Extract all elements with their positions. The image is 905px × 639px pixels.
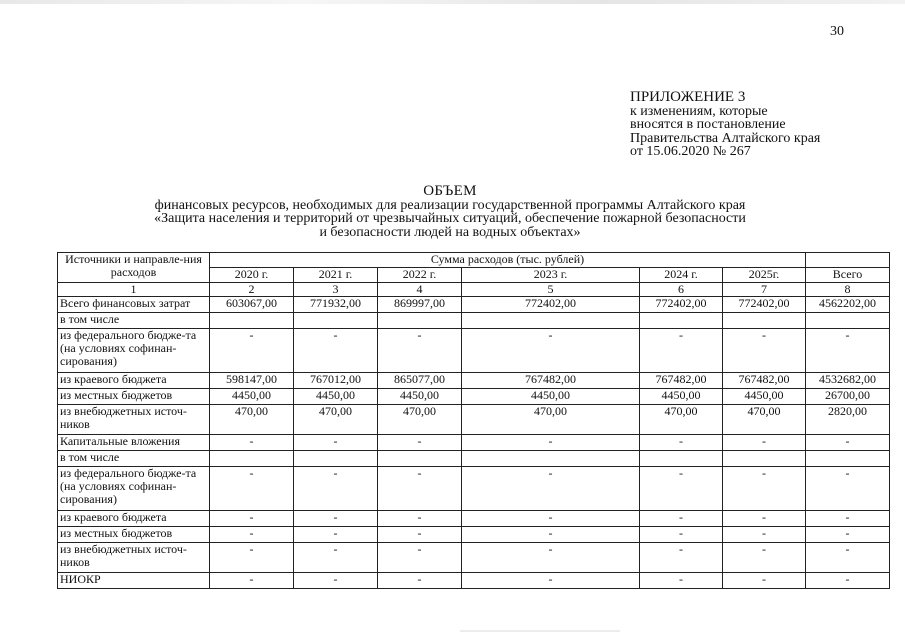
value-cell: 4450,00 [462,389,640,405]
row-label: из местных бюджетов [58,527,210,543]
year-header: 2022 г. [378,268,462,283]
column-number: 3 [294,283,378,297]
column-numbers-row [58,283,890,297]
value-cell: 2820,00 [806,405,890,435]
value-cell: - [294,435,378,451]
value-cell: - [210,467,294,511]
appendix-block [630,91,820,159]
value-cell: 4450,00 [378,389,462,405]
row-label: из краевого бюджета [58,373,210,389]
value-cell: - [723,527,806,543]
heading-line: финансовых ресурсов, необходимых для реализации государственной программы Алтайского края [154,197,746,213]
appendix-line: от 15.06.2020 № 267 [630,144,751,159]
value-cell: - [806,467,890,511]
row-label: НИОКР [58,573,210,589]
year-header: 2023 г. [462,268,640,283]
value-cell: 4562202,00 [806,297,890,313]
value-cell: 767482,00 [640,373,723,389]
year-header: 2025г. [723,268,806,283]
value-cell [294,451,378,467]
value-cell: 4450,00 [210,389,294,405]
value-cell: 767482,00 [723,373,806,389]
row-label: из федерального бюдже-та (на условиях софинан-сирования) [58,467,210,511]
value-cell: - [462,573,640,589]
value-cell: - [640,511,723,527]
value-cell: - [723,435,806,451]
value-cell: 772402,00 [723,297,806,313]
source-header: Источники и направле-ния расходов [58,253,210,283]
value-cell: - [210,435,294,451]
document-heading [60,185,840,239]
value-cell: - [723,329,806,373]
value-cell: 767482,00 [462,373,640,389]
value-cell: 767012,00 [294,373,378,389]
value-cell [462,451,640,467]
row-label: Капитальные вложения [58,435,210,451]
value-cell: - [294,329,378,373]
heading-line: и безопасности людей на водных объектах» [319,224,581,240]
value-cell: - [640,467,723,511]
row-label: из федерального бюдже-та (на условиях софинан-сирования) [58,329,210,373]
value-cell [378,313,462,329]
appendix-line: Правительства Алтайского края [630,130,821,146]
table-row [58,511,890,527]
appendix-line: вносятся в постановление [630,117,786,132]
page-number: 30 [830,24,844,39]
value-cell [640,313,723,329]
value-cell [723,451,806,467]
value-cell: - [462,511,640,527]
value-cell: - [462,467,640,511]
value-cell: - [378,467,462,511]
table-row [58,543,890,573]
column-number: 5 [462,283,640,297]
value-cell: 4450,00 [723,389,806,405]
value-cell: - [294,527,378,543]
value-cell: - [294,467,378,511]
value-cell: - [723,511,806,527]
value-cell: - [378,435,462,451]
scan-edge [460,630,620,632]
column-number: 8 [806,283,890,297]
column-number: 6 [640,283,723,297]
value-cell: - [294,511,378,527]
total-header: Всего [806,268,890,283]
table-row [58,389,890,405]
table-row [58,373,890,389]
value-cell: - [640,527,723,543]
value-cell: 603067,00 [210,297,294,313]
value-cell: 772402,00 [640,297,723,313]
column-number: 4 [378,283,462,297]
column-number: 7 [723,283,806,297]
column-number: 1 [58,283,210,297]
row-label: из краевого бюджета [58,511,210,527]
heading-title: ОБЪЕМ [423,183,477,199]
budget-table [57,252,890,589]
year-header: 2020 г. [210,268,294,283]
value-cell: 598147,00 [210,373,294,389]
value-cell: - [378,511,462,527]
value-cell: - [806,329,890,373]
value-cell: - [462,527,640,543]
column-number: 2 [210,283,294,297]
value-cell [806,451,890,467]
value-cell: - [723,573,806,589]
value-cell: - [806,527,890,543]
value-cell: - [378,573,462,589]
year-header: 2024 г. [640,268,723,283]
table-row [58,405,890,435]
value-cell [210,313,294,329]
value-cell: - [294,543,378,573]
table-row [58,527,890,543]
value-cell: 470,00 [210,405,294,435]
value-cell: - [640,435,723,451]
year-header: 2021 г. [294,268,378,283]
value-cell: - [640,329,723,373]
value-cell: 4450,00 [294,389,378,405]
value-cell: - [294,573,378,589]
value-cell: - [378,543,462,573]
value-cell: - [210,573,294,589]
value-cell: - [462,435,640,451]
header-empty-cell [806,253,890,268]
value-cell: - [723,467,806,511]
row-label: в том числе [58,313,210,329]
value-cell: 869997,00 [378,297,462,313]
value-cell: 865077,00 [378,373,462,389]
heading-line: «Защита населения и территорий от чрезвычайных ситуаций, обеспечение пожарной безопасности [154,211,746,226]
value-cell [806,313,890,329]
table-row [58,329,890,373]
value-cell [294,313,378,329]
value-cell [723,313,806,329]
value-cell: - [723,543,806,573]
table-row [58,313,890,329]
table-row [58,297,890,313]
value-cell: 772402,00 [462,297,640,313]
value-cell [462,313,640,329]
value-cell: 4532682,00 [806,373,890,389]
value-cell: - [640,573,723,589]
sum-header: Сумма расходов (тыс. рублей) [210,253,806,268]
value-cell: 4450,00 [640,389,723,405]
value-cell: - [806,543,890,573]
scan-edge [0,0,905,4]
value-cell: 470,00 [294,405,378,435]
table-row [58,573,890,589]
value-cell: - [210,527,294,543]
appendix-title: ПРИЛОЖЕНИЕ 3 [630,89,746,105]
value-cell: 470,00 [462,405,640,435]
value-cell: - [378,527,462,543]
value-cell: - [806,511,890,527]
row-label: из местных бюджетов [58,389,210,405]
value-cell [640,451,723,467]
table-row [58,451,890,467]
table-row [58,467,890,511]
table-row [58,435,890,451]
value-cell: 26700,00 [806,389,890,405]
value-cell: - [806,435,890,451]
value-cell: - [462,543,640,573]
value-cell: - [210,543,294,573]
value-cell: - [462,329,640,373]
row-label: из внебюджетных источ-ников [58,543,210,573]
row-label: Всего финансовых затрат [58,297,210,313]
value-cell: - [210,329,294,373]
row-label: в том числе [58,451,210,467]
value-cell: 470,00 [640,405,723,435]
value-cell: 771932,00 [294,297,378,313]
row-label: из внебюджетных источ-ников [58,405,210,435]
value-cell: - [378,329,462,373]
value-cell: 470,00 [378,405,462,435]
value-cell: - [806,573,890,589]
value-cell: 470,00 [723,405,806,435]
appendix-line: к изменениям, которые [630,103,768,119]
value-cell [210,451,294,467]
header-row [58,253,890,268]
value-cell: - [640,543,723,573]
value-cell: - [210,511,294,527]
value-cell [378,451,462,467]
